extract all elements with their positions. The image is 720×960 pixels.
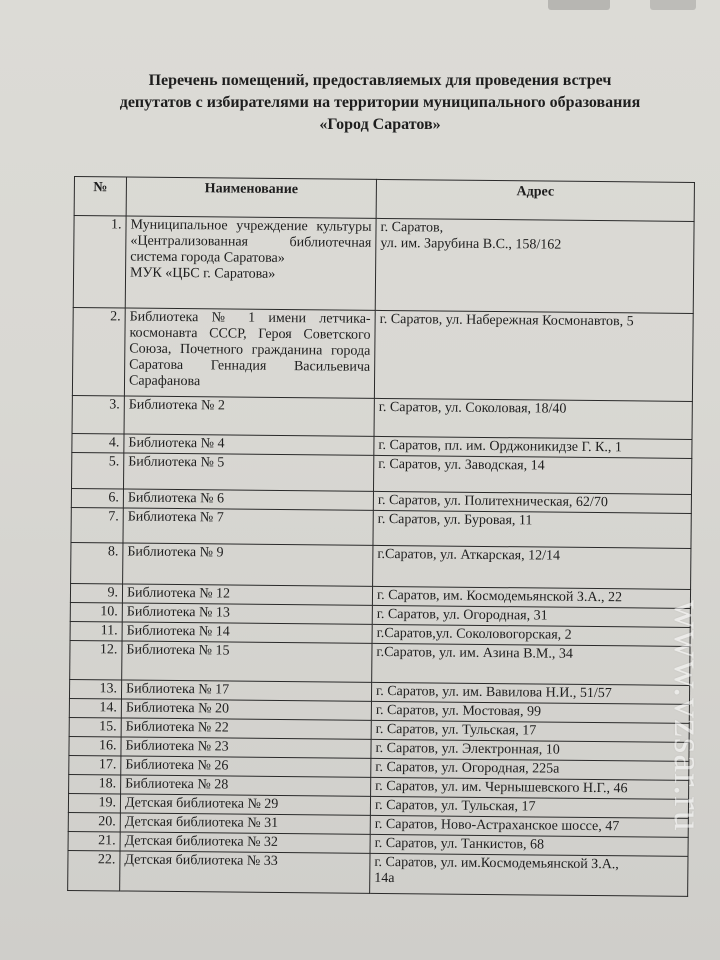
row-name: Детская библиотека № 33 — [120, 851, 370, 893]
row-num: 3. — [72, 395, 124, 433]
row-num: 1. — [73, 216, 126, 308]
title-line: «Город Саратов» — [319, 116, 441, 133]
title-line: Перечень помещений, предоставляемых для проведения встреч — [148, 72, 612, 89]
table-row — [68, 850, 688, 896]
row-address: г. Саратов, ул. Политехническая, 62/70 — [373, 491, 691, 513]
row-name: Детская библиотека № 31 — [120, 813, 370, 834]
row-name: Библиотека № 22 — [121, 718, 371, 739]
row-name: Детская библиотека № 32 — [120, 832, 370, 853]
row-num: 2. — [72, 307, 125, 395]
table-row — [72, 307, 693, 401]
row-num: 7. — [71, 507, 123, 542]
row-num: 4. — [72, 433, 124, 452]
row-num: 12. — [70, 640, 122, 679]
row-address: г. Саратов, ул. им.Космодемьянской З.А., 14а — [370, 853, 688, 896]
row-name: Библиотека № 26 — [121, 756, 371, 777]
row-num: 9. — [70, 583, 122, 602]
row-num: 14. — [69, 698, 121, 717]
row-address: г. Саратов, ул. им. Зарубина В.С., 158/162 — [375, 218, 694, 313]
row-num: 5. — [72, 452, 124, 488]
row-name: Библиотека № 5 — [123, 453, 373, 491]
row-address: г. Саратов, ул. Танкистов, 68 — [370, 834, 688, 856]
table-row — [71, 542, 691, 589]
row-address: г. Саратов, ул. Электронная, 10 — [371, 739, 689, 761]
row-address: г. Саратов, ул. им. Чернышевского Н.Г., 46 — [371, 777, 689, 799]
premises-table — [67, 176, 695, 897]
row-address: г. Саратов, ул. Мостовая, 99 — [371, 701, 689, 723]
row-name: Библиотека № 4 — [124, 434, 374, 455]
row-name: Библиотека № 17 — [121, 680, 371, 701]
row-name: Библиотека № 23 — [121, 737, 371, 758]
row-name: Библиотека № 20 — [121, 699, 371, 720]
row-num: 13. — [69, 679, 121, 698]
table-row — [70, 640, 690, 685]
row-name: Муниципальное учреждение культуры «Централизованная библиотечная система города Саратова» МУК «ЦБС г. Саратова» — [125, 216, 376, 310]
row-address: г.Саратов,ул. Соколовогорская, 2 — [372, 624, 690, 646]
table-header-row — [74, 177, 694, 222]
row-name: Библиотека № 12 — [122, 584, 372, 605]
row-name: Библиотека № 14 — [122, 622, 372, 643]
header-num: № — [74, 177, 126, 216]
paper-tab — [650, 0, 696, 10]
table-row — [73, 216, 694, 314]
row-address: г. Саратов, ул. Буровая, 11 — [373, 510, 691, 548]
row-name: Библиотека № 2 — [124, 396, 374, 436]
row-address: г. Саратов, ул. Соколовая, 18/40 — [374, 398, 692, 439]
table-row — [72, 452, 692, 494]
row-num: 11. — [70, 621, 122, 640]
row-name: Детская библиотека № 29 — [120, 794, 370, 815]
table-row — [71, 507, 691, 548]
header-name: Наименование — [126, 177, 376, 218]
row-name: Библиотека № 7 — [123, 508, 373, 545]
row-address: г. Саратов, ул. Огородная, 31 — [372, 605, 690, 627]
row-address: г.Саратов, ул. Аткарская, 12/14 — [373, 545, 691, 589]
row-address: г. Саратов, ул. Тульская, 17 — [370, 796, 688, 818]
row-name: Библиотека № 28 — [121, 775, 371, 796]
row-name: Библиотека № 15 — [122, 641, 372, 682]
row-num: 19. — [68, 793, 120, 812]
site-watermark: www.vzsar.ru — [666, 600, 711, 832]
row-name: Библиотека № 6 — [123, 489, 373, 510]
row-address: г. Саратов, ул. Заводская, 14 — [373, 455, 691, 494]
header-address: Адрес — [376, 179, 694, 221]
row-num: 20. — [68, 812, 120, 831]
row-address: г. Саратов, ул. Огородная, 225а — [371, 758, 689, 780]
row-num: 10. — [70, 602, 122, 621]
row-name: Библиотека № 13 — [122, 603, 372, 624]
document-title — [60, 70, 700, 136]
row-num: 16. — [69, 736, 121, 755]
row-address: г. Саратов, ул. Набережная Космонавтов, 5 — [374, 310, 693, 401]
row-num: 17. — [69, 755, 121, 774]
paper-tab — [548, 0, 610, 10]
row-name: Библиотека № 1 имени летчика-космонавта СССР, Героя Советского Союза, Почетного гражданина города Саратова Геннадия Васильевича Сарафанова — [124, 308, 375, 398]
row-address: г. Саратов, ул. им. Вавилова Н.И., 51/57 — [371, 682, 689, 704]
row-address: г.Саратов, ул. им. Азина В.М., 34 — [372, 643, 690, 685]
row-num: 15. — [69, 717, 121, 736]
row-name: Библиотека № 9 — [123, 543, 373, 586]
row-num: 18. — [69, 774, 121, 793]
title-line: депутатов с избирателями на территории муниципального образования — [119, 94, 641, 111]
row-num: 22. — [68, 850, 120, 890]
row-address: г. Саратов, пл. им. Орджоникидзе Г. К., 1 — [374, 436, 692, 458]
row-address: г. Саратов, Ново-Астраханское шоссе, 47 — [370, 815, 688, 837]
row-address: г. Саратов, им. Космодемьянской З.А., 22 — [372, 586, 690, 608]
table-row — [72, 395, 692, 439]
row-num: 8. — [71, 542, 123, 583]
row-address: г. Саратов, ул. Тульская, 17 — [371, 720, 689, 742]
row-num: 21. — [68, 831, 120, 850]
row-num: 6. — [71, 488, 123, 507]
